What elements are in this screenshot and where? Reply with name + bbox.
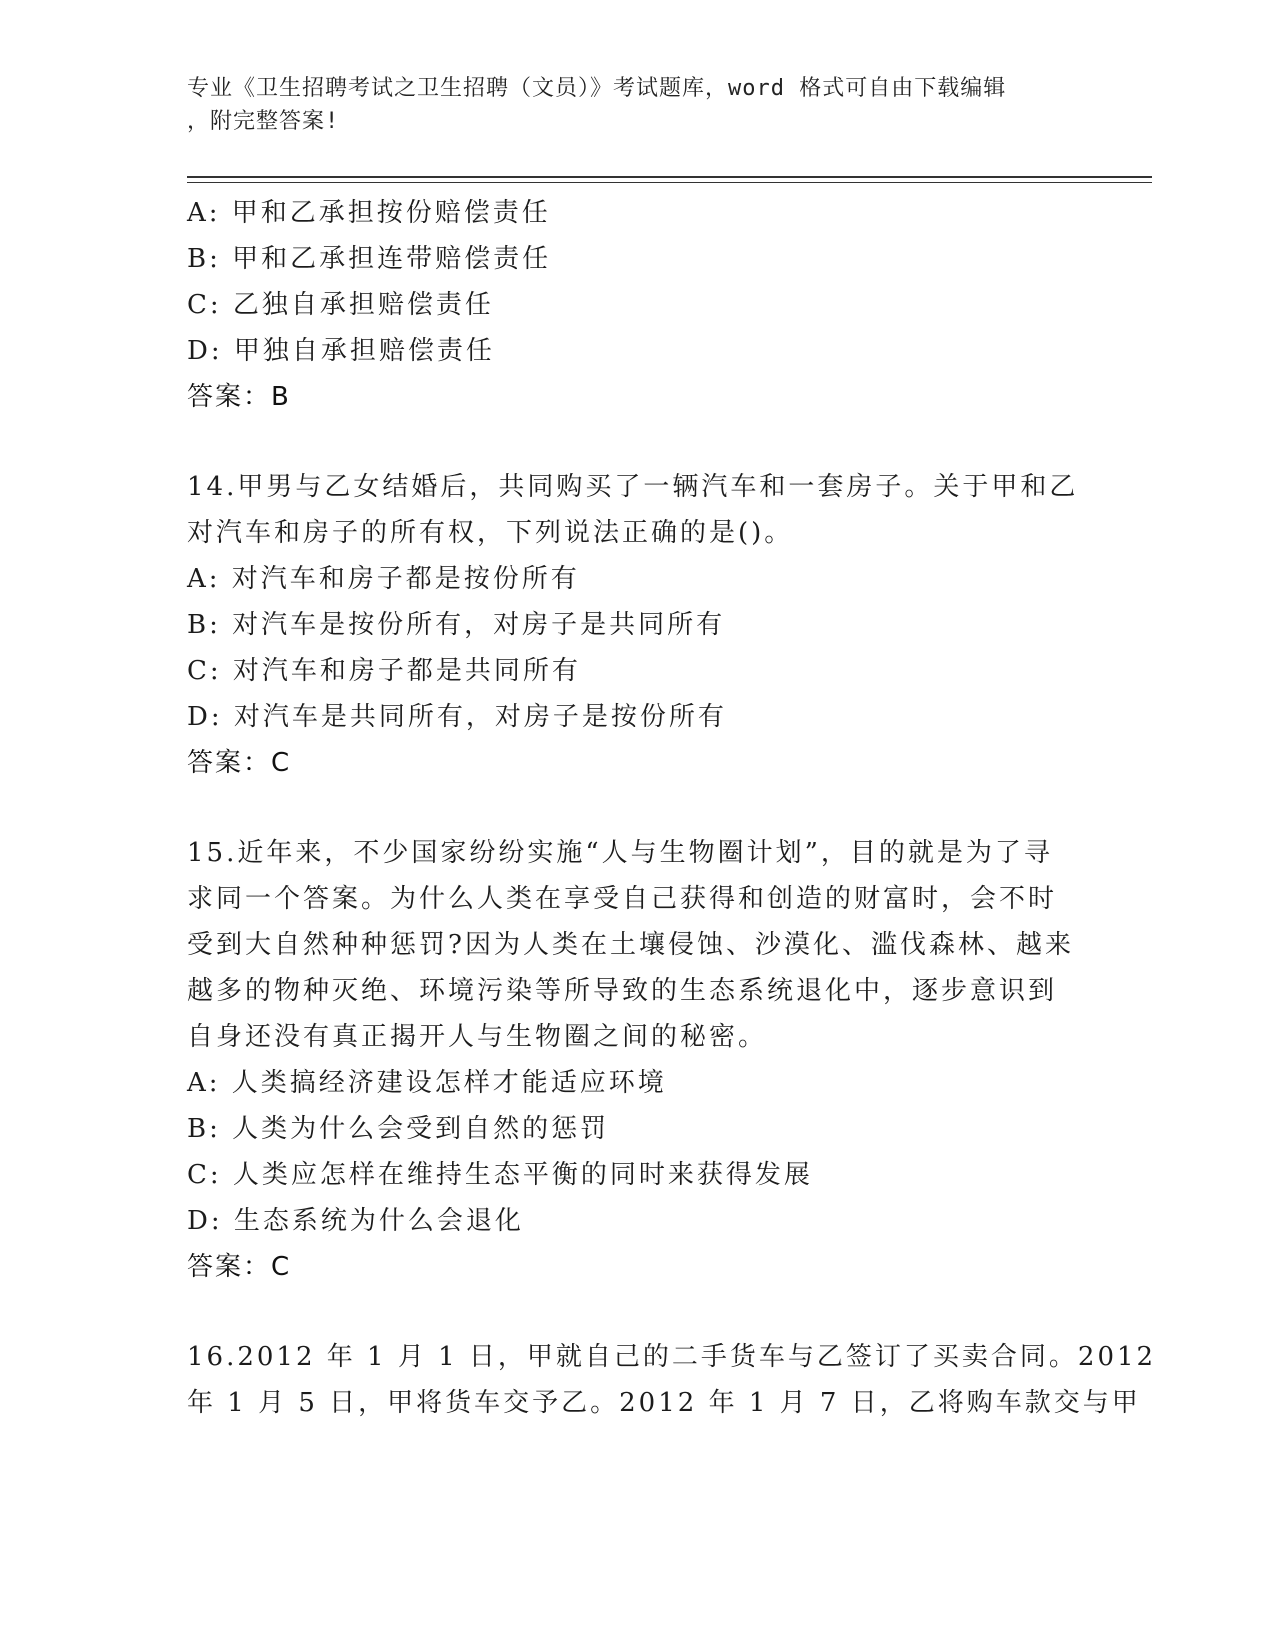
- spacer: [187, 786, 1107, 830]
- page-header: [187, 72, 1067, 138]
- answer-label: 答案：C: [187, 748, 292, 778]
- question-stem-line: 越多的物种灭绝、环境污染等所导致的生态系统退化中，逐步意识到: [187, 976, 1058, 1006]
- option-c: C: 人类应怎样在维持生态平衡的同时来获得发展: [187, 1160, 813, 1190]
- option-d: D: 生态系统为什么会退化: [187, 1206, 524, 1236]
- option-c: C: 乙独自承担赔偿责任: [187, 290, 494, 320]
- question-stem-line: 求同一个答案。为什么人类在享受自己获得和创造的财富时，会不时: [187, 884, 1058, 914]
- question-stem-line: 自身还没有真正揭开人与生物圈之间的秘密。: [187, 1022, 768, 1052]
- question-14: [187, 464, 1107, 786]
- question-stem-line: 受到大自然种种惩罚?因为人类在土壤侵蚀、沙漠化、滥伐森林、越来: [187, 930, 1074, 960]
- header-divider-top: [187, 176, 1152, 178]
- question-list: [187, 190, 1157, 1426]
- answer-label: 答案：C: [187, 1252, 292, 1282]
- header-divider-bottom: [187, 182, 1152, 183]
- option-d: D: 对汽车是共同所有，对房子是按份所有: [187, 702, 727, 732]
- option-a: A: 人类搞经济建设怎样才能适应环境: [187, 1068, 667, 1098]
- option-b: B: 人类为什么会受到自然的惩罚: [187, 1114, 610, 1144]
- answer-label: 答案：B: [187, 382, 291, 412]
- question-stem-line: 14.甲男与乙女结婚后，共同购买了一辆汽车和一套房子。关于甲和乙: [187, 472, 1079, 502]
- header-line-1: 专业《卫生招聘考试之卫生招聘（文员）》考试题库，word 格式可自由下载编辑: [187, 76, 1007, 101]
- spacer: [187, 420, 1107, 464]
- question-15: [187, 830, 1107, 1290]
- option-a: A: 甲和乙承担按份赔偿责任: [187, 198, 551, 228]
- header-line-2: ，附完整答案!: [187, 109, 340, 134]
- question-stem-line: 年 1 月 5 日，甲将货车交予乙。2012 年 1 月 7 日，乙将购车款交与甲: [187, 1388, 1141, 1418]
- option-b: B: 甲和乙承担连带赔偿责任: [187, 244, 552, 274]
- question-stem-line: 15.近年来，不少国家纷纷实施“人与生物圈计划”，目的就是为了寻: [187, 838, 1053, 868]
- option-d: D: 甲独自承担赔偿责任: [187, 336, 495, 366]
- option-c: C: 对汽车和房子都是共同所有: [187, 656, 581, 686]
- question-13: [187, 190, 1107, 420]
- option-b: B: 对汽车是按份所有，对房子是共同所有: [187, 610, 726, 640]
- question-stem-line: 对汽车和房子的所有权，下列说法正确的是()。: [187, 518, 794, 548]
- option-a: A: 对汽车和房子都是按份所有: [187, 564, 580, 594]
- question-16: [187, 1334, 1157, 1426]
- question-stem-line: 16.2012 年 1 月 1 日，甲就自己的二手货车与乙签订了买卖合同。2012: [187, 1342, 1157, 1372]
- spacer: [187, 1290, 1107, 1334]
